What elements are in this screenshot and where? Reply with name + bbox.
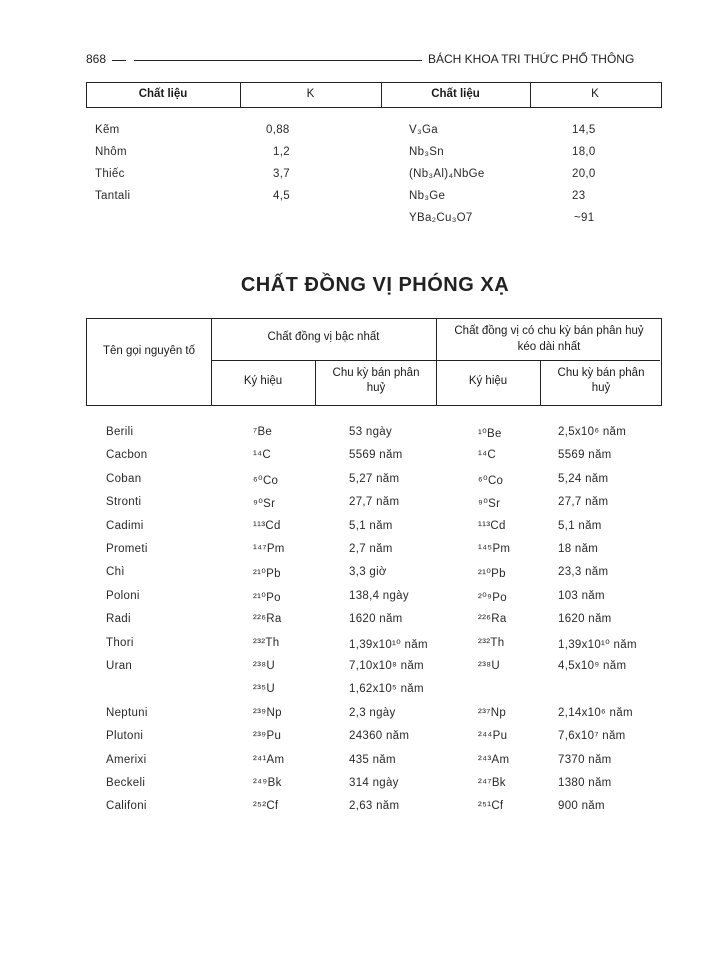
table-row — [0, 707, 719, 727]
table-row — [0, 800, 719, 820]
half-life: 314 ngày — [349, 777, 399, 789]
isotope-symbol: ²³²Th — [253, 637, 280, 649]
material-name: Nb₃Sn — [409, 146, 444, 158]
element-name: Prometi — [106, 543, 148, 555]
half-life: 435 năm — [349, 754, 396, 766]
isotope-symbol: ²³⁷Np — [478, 707, 507, 719]
half-life: 7,6x10⁷ năm — [558, 730, 626, 742]
table-row — [0, 613, 719, 633]
material-name: V₃Ga — [409, 124, 438, 136]
half-life: 3,3 giờ — [349, 566, 387, 578]
table-row — [0, 520, 719, 540]
material-name: (Nb₃Al)₄NbGe — [409, 168, 485, 180]
half-life: 2,7 năm — [349, 543, 393, 555]
half-life: 18 năm — [558, 543, 599, 555]
isotope-symbol: ²³⁸U — [253, 660, 276, 672]
table-row — [0, 683, 719, 703]
half-life: 1620 năm — [349, 613, 403, 625]
table-row — [0, 566, 719, 586]
table-row — [0, 426, 719, 446]
half-life: 27,7 năm — [349, 496, 400, 508]
half-life: 5,27 năm — [349, 473, 400, 485]
material-name: Tantali — [95, 190, 131, 202]
isotope-symbol: ²⁴⁹Bk — [253, 777, 282, 789]
half-life: 5,1 năm — [558, 520, 602, 532]
isotope-symbol: ²²⁶Ra — [478, 613, 507, 625]
material-name: Kẽm — [95, 124, 120, 136]
table-row — [0, 754, 719, 774]
half-life: 7370 năm — [558, 754, 612, 766]
isotope-symbol: ²⁴³Am — [478, 754, 510, 766]
half-life: 24360 năm — [349, 730, 410, 742]
table-row — [0, 590, 719, 610]
header-divider — [315, 360, 316, 406]
table-row — [0, 449, 719, 469]
table-row — [0, 473, 719, 493]
page-number: 868 — [86, 52, 107, 66]
column-header-halflife: Chu kỳ bán phân huỷ — [557, 367, 645, 394]
isotope-symbol: ¹⁴⁵Pm — [478, 543, 511, 555]
isotope-symbol: ¹⁰Be — [478, 428, 502, 440]
isotope-symbol: ²²⁶Ra — [253, 613, 282, 625]
half-life: 1,39x10¹⁰ năm — [558, 639, 637, 651]
half-life: 23,3 năm — [558, 566, 609, 578]
material-name: YBa₂Cu₃O7 — [409, 212, 473, 224]
isotope-symbol: ²³²Th — [478, 637, 505, 649]
isotope-symbol: ¹¹³Cd — [253, 520, 281, 532]
isotope-symbol: ⁶⁰Co — [478, 475, 504, 487]
material-name: Nb₃Ge — [409, 190, 446, 202]
column-header-group1: Chất đồng vị bậc nhất — [267, 331, 380, 343]
isotope-symbol: ²³⁹Np — [253, 707, 282, 719]
half-life: 900 năm — [558, 800, 605, 812]
isotope-symbol: ²⁰⁹Po — [478, 592, 507, 604]
isotope-symbol: ⁷Be — [253, 426, 273, 438]
isotope-symbol: ²³⁵U — [253, 683, 275, 695]
table-row — [0, 496, 719, 516]
half-life: 138,4 ngày — [349, 590, 409, 602]
column-header-k: K — [591, 88, 599, 100]
column-header-symbol: Ký hiệu — [468, 375, 508, 387]
half-life: 5,24 năm — [558, 473, 609, 485]
element-name: Amerixi — [106, 754, 147, 766]
column-header-element: Tên gọi nguyên tố — [102, 345, 196, 357]
element-name: Cadimi — [106, 520, 144, 532]
table-row — [0, 660, 719, 680]
isotope-symbol: ⁶⁰Co — [253, 475, 279, 487]
half-life: 2,14x10⁶ năm — [558, 707, 633, 719]
element-name: Stronti — [106, 496, 142, 508]
column-header-material: Chất liệu — [138, 88, 188, 100]
isotope-symbol: ⁹⁰Sr — [478, 498, 501, 510]
isotope-symbol: ²⁴¹Am — [253, 754, 285, 766]
column-header-k: K — [306, 88, 315, 100]
half-life: 7,10x10⁸ năm — [349, 660, 424, 672]
element-name: Neptuni — [106, 707, 148, 719]
material-name: Thiếc — [95, 168, 125, 180]
half-life: 1380 năm — [558, 777, 612, 789]
isotope-symbol: ²¹⁰Pb — [253, 568, 281, 580]
material-k: 18,0 — [572, 146, 596, 158]
isotope-symbol: ²⁴⁷Bk — [478, 777, 506, 789]
material-k: 0,88 — [266, 124, 290, 136]
material-name: Nhôm — [95, 146, 127, 158]
element-name: Plutoni — [106, 730, 144, 742]
half-life: 1,62x10⁵ năm — [349, 683, 424, 695]
isotope-symbol: ²³⁹Pu — [253, 730, 282, 742]
header-divider — [540, 360, 541, 406]
table-row — [0, 543, 719, 563]
isotope-symbol: ¹⁴⁷Pm — [253, 543, 285, 555]
isotope-symbol: ²⁵¹Cf — [478, 800, 504, 812]
table-row — [0, 637, 719, 657]
material-k: ~91 — [574, 212, 595, 224]
isotope-symbol: ²⁴⁴Pu — [478, 730, 508, 742]
isotope-symbol: ¹⁴C — [478, 449, 496, 461]
element-name: Thori — [106, 637, 134, 649]
half-life: 4,5x10⁹ năm — [558, 660, 627, 672]
header-subrule — [211, 360, 660, 361]
header-dash — [112, 60, 126, 61]
isotope-symbol: ¹¹³Cd — [478, 520, 506, 532]
header-divider — [436, 318, 437, 406]
column-header-symbol: Ký hiệu — [243, 375, 283, 387]
isotope-symbol: ⁹⁰Sr — [253, 498, 276, 510]
section-title: CHẤT ĐỒNG VỊ PHÓNG XẠ — [240, 274, 510, 296]
element-name: Califoni — [106, 800, 147, 812]
running-title: BÁCH KHOA TRI THỨC PHỔ THÔNG — [428, 52, 635, 66]
isotope-symbol: ²¹⁰Po — [253, 592, 281, 604]
element-name: Cacbon — [106, 449, 148, 461]
element-name: Poloni — [106, 590, 140, 602]
column-header-group2: Chất đồng vị có chu kỳ bán phân huỷ kéo dài nhất — [454, 325, 644, 353]
half-life: 2,5x10⁶ năm — [558, 426, 627, 438]
half-life: 5569 năm — [349, 449, 403, 461]
half-life: 53 ngày — [349, 426, 393, 438]
isotope-symbol: ¹⁴C — [253, 449, 271, 461]
half-life: 1,39x10¹⁰ năm — [349, 639, 428, 651]
material-k: 3,7 — [273, 168, 290, 180]
isotope-symbol: ²¹⁰Pb — [478, 568, 506, 580]
column-header-halflife: Chu kỳ bán phân huỷ — [332, 367, 420, 394]
table-row — [0, 730, 719, 750]
table-row — [0, 777, 719, 797]
header-rule — [134, 60, 422, 61]
half-life: 1620 năm — [558, 613, 612, 625]
material-k: 14,5 — [572, 124, 596, 136]
element-name: Uran — [106, 660, 133, 672]
element-name: Radi — [106, 613, 131, 625]
isotope-symbol: ²⁵²Cf — [253, 800, 279, 812]
material-k: 1,2 — [273, 146, 290, 158]
element-name: Berili — [106, 426, 134, 438]
element-name: Coban — [106, 473, 142, 485]
material-k: 4,5 — [273, 190, 290, 202]
half-life: 2,63 năm — [349, 800, 400, 812]
half-life: 5,1 năm — [349, 520, 393, 532]
element-name: Beckeli — [106, 777, 146, 789]
half-life: 5569 năm — [558, 449, 612, 461]
isotope-symbol: ²³⁸U — [478, 660, 501, 672]
column-header-material: Chất liệu — [431, 88, 480, 100]
half-life: 2,3 ngày — [349, 707, 396, 719]
material-k: 23 — [572, 190, 586, 202]
element-name: Chì — [106, 566, 125, 578]
half-life: 27,7 năm — [558, 496, 609, 508]
material-k: 20,0 — [572, 168, 596, 180]
half-life: 103 năm — [558, 590, 605, 602]
